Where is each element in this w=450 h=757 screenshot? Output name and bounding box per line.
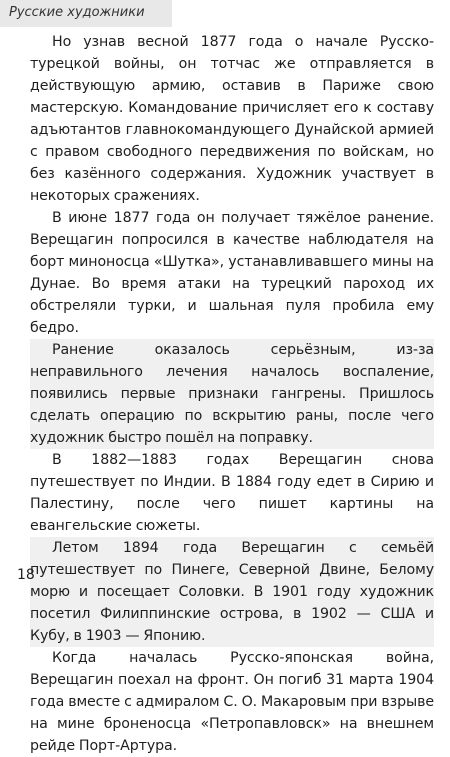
paragraph-1: Но узнав весной 1877 года о начале Русско-турецкой войны, он тотчас же отправляется в действующую армию, оставив в Париже свою мастерскую. Командование причисляет его к составу адъютантов главнокомандующего Дунайской армией с правом свободного передвижения по войскам, но без казённого содержания. Художник участвует в некоторых сражениях. xyxy=(30,34,434,204)
paragraph-3: Ранение оказалось серьёзным, из-за неправильного лечения началось воспаление, появились первые признаки гангрены. Пришлось сделать операцию по вскрытию раны, после чего художник быстро пошёл на поправку. xyxy=(30,339,434,449)
running-head: Русские художники xyxy=(9,5,145,20)
running-head-bar xyxy=(0,0,172,27)
paragraph-6: Когда началась Русско-японская война, Верещагин поехал на фронт. Он погиб 31 марта 1904 года вместе с адмиралом С. О. Макаровым при взрыве на мине броненосца «Петропавловск» на внешнем рейде Порт-Артура. xyxy=(30,650,434,754)
paragraph-4: В 1882—1883 годах Верещагин снова путешествует по Индии. В 1884 году едет в Сирию и Палестину, после чего пишет картины на евангельские сюжеты. xyxy=(30,452,434,534)
paragraph-5: Летом 1894 года Верещагин с семьёй путешествует по Пинеге, Северной Двине, Белому морю и посещает Соловки. В 1901 году художник посетил Филиппинские острова, в 1902 — США и Кубу, в 1903 — Японию. xyxy=(30,537,434,647)
paragraph-2: В июне 1877 года он получает тяжёлое ранение. Верещагин попросился в качестве наблюдателя на борт миноносца «Шутка», устанавливавшего мины на Дунае. Во время атаки на турецкий пароход их обстреляли турки, и шальная пуля пробила ему бедро. xyxy=(30,210,434,336)
page-number: 18 xyxy=(17,567,35,583)
page-body xyxy=(30,31,434,757)
